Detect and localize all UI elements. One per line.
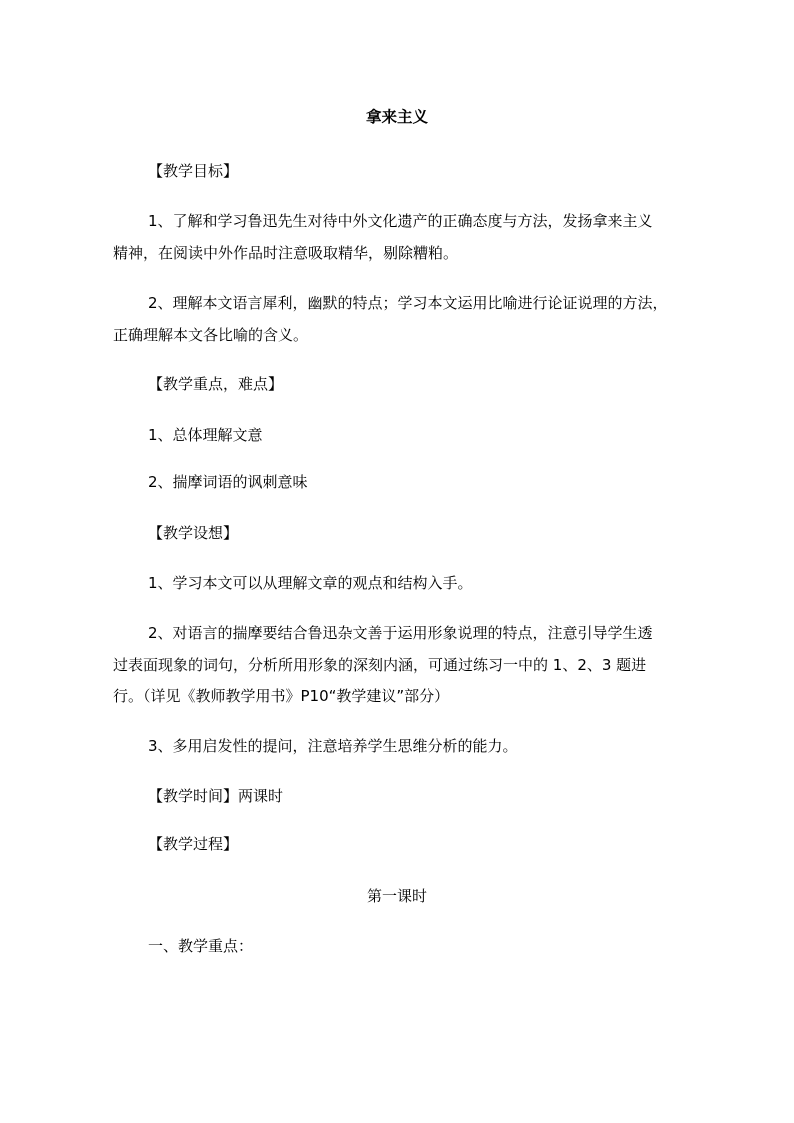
design-item-3: 3、多用启发性的提问，注意培养学生思维分析的能力。 [148, 737, 518, 755]
focus-item-1: 1、总体理解文意 [148, 426, 263, 444]
design-item-1: 1、学习本文可以从理解文章的观点和结构入手。 [148, 574, 473, 592]
design-heading: 【教学设想】 [148, 524, 239, 542]
process-heading: 【教学过程】 [148, 835, 239, 853]
objectives-heading: 【教学目标】 [148, 162, 239, 180]
lesson-title: 第一课时 [366, 887, 427, 905]
objective-2-line-1: 2、理解本文语言犀利，幽默的特点；学习本文运用比喻进行论证说理的方法， [148, 294, 668, 312]
objective-1-line-1: 1、了解和学习鲁迅先生对待中外文化遗产的正确态度与方法，发扬拿来主义 [148, 212, 653, 230]
teaching-point-1: 一、教学重点： [148, 937, 254, 955]
objective-1-line-2: 精神，在阅读中外作品时注意吸取精华，剔除糟粕。 [113, 244, 459, 262]
design-item-2-line-2: 过表面现象的词句，分析所用形象的深刻内涵，可通过练习一中的 1、2、3 题进 [113, 656, 647, 674]
design-item-2-line-1: 2、对语言的揣摩要结合鲁迅杂文善于运用形象说理的特点，注意引导学生透 [148, 624, 653, 642]
focus-item-2: 2、揣摩词语的讽刺意味 [148, 473, 308, 491]
document-title: 拿来主义 [365, 108, 428, 126]
focus-heading: 【教学重点，难点】 [148, 375, 284, 393]
design-item-2-line-3: 行。（详见《教师教学用书》P10“教学建议”部分） [113, 687, 450, 705]
time-heading: 【教学时间】两课时 [148, 787, 284, 805]
objective-2-line-2: 正确理解本文各比喻的含义。 [113, 326, 309, 344]
